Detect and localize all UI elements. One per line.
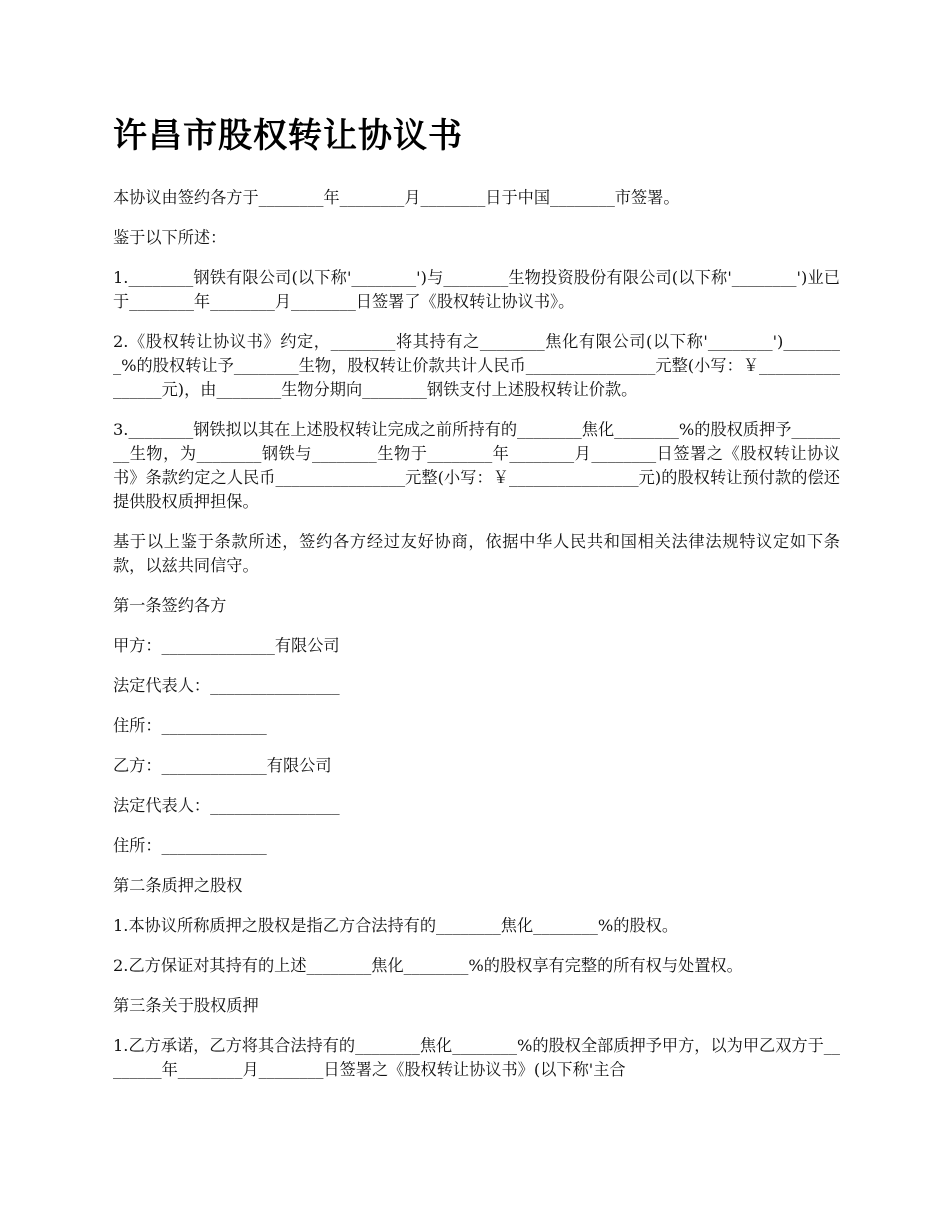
party-b-representative: 法定代表人：________________ (113, 796, 340, 815)
article-3-clause-1: 1.乙方承诺，乙方将其合法持有的________焦化________%的股权全部质押予甲方，以为甲乙双方于________年________月________日签署之《股权转让协议书》(以下称'主合 (113, 1036, 840, 1079)
document-page (113, 110, 840, 1098)
party-a-representative: 法定代表人：________________ (113, 676, 340, 695)
article-2-clause-1: 1.本协议所称质押之股权是指乙方合法持有的________焦化________%的股权。 (113, 916, 679, 935)
article-2-heading: 第二条质押之股权 (113, 876, 243, 895)
intro-paragraph: 本协议由签约各方于________年________月________日于中国________市签署。 (113, 188, 680, 207)
article-3-heading: 第三条关于股权质押 (113, 996, 259, 1015)
agreement-basis: 基于以上鉴于条款所述，签约各方经过友好协商，依据中华人民共和国相关法律法规特议定如下条款，以兹共同信守。 (113, 532, 840, 575)
party-a-name: 甲方：______________有限公司 (113, 636, 340, 655)
recital-3: 3.________钢铁拟以其在上述股权转让完成之前所持有的________焦化________%的股权质押予________生物，为________钢铁与________生物于________年________月________日签署之《股权转让协议书》条款约定之人民币________________元整(小写：￥________________元)的股权转让预付款的偿还提供股权质押担保。 (113, 420, 840, 511)
party-b-name: 乙方：_____________有限公司 (113, 756, 332, 775)
party-b-address: 住所：_____________ (113, 836, 267, 855)
recital-1: 1.________钢铁有限公司(以下称'________')与________生物投资股份有限公司(以下称'________')业已于________年________月________日签署了《股权转让协议书》。 (113, 268, 840, 311)
recital-2: 2.《股权转让协议书》约定，________将其持有之________焦化有限公司(以下称'________')________%的股权转让予________生物，股权转让价款共计人民币________________元整(小写：￥________________元)，由________生物分期向________钢铁支付上述股权转让价款。 (113, 332, 840, 399)
document-title: 许昌市股权转让协议书 (113, 116, 463, 156)
article-1-heading: 第一条签约各方 (113, 596, 227, 615)
party-a-address: 住所：_____________ (113, 716, 267, 735)
recitals-heading: 鉴于以下所述： (113, 228, 227, 247)
article-2-clause-2: 2.乙方保证对其持有的上述________焦化________%的股权享有完整的所有权与处置权。 (113, 956, 743, 975)
